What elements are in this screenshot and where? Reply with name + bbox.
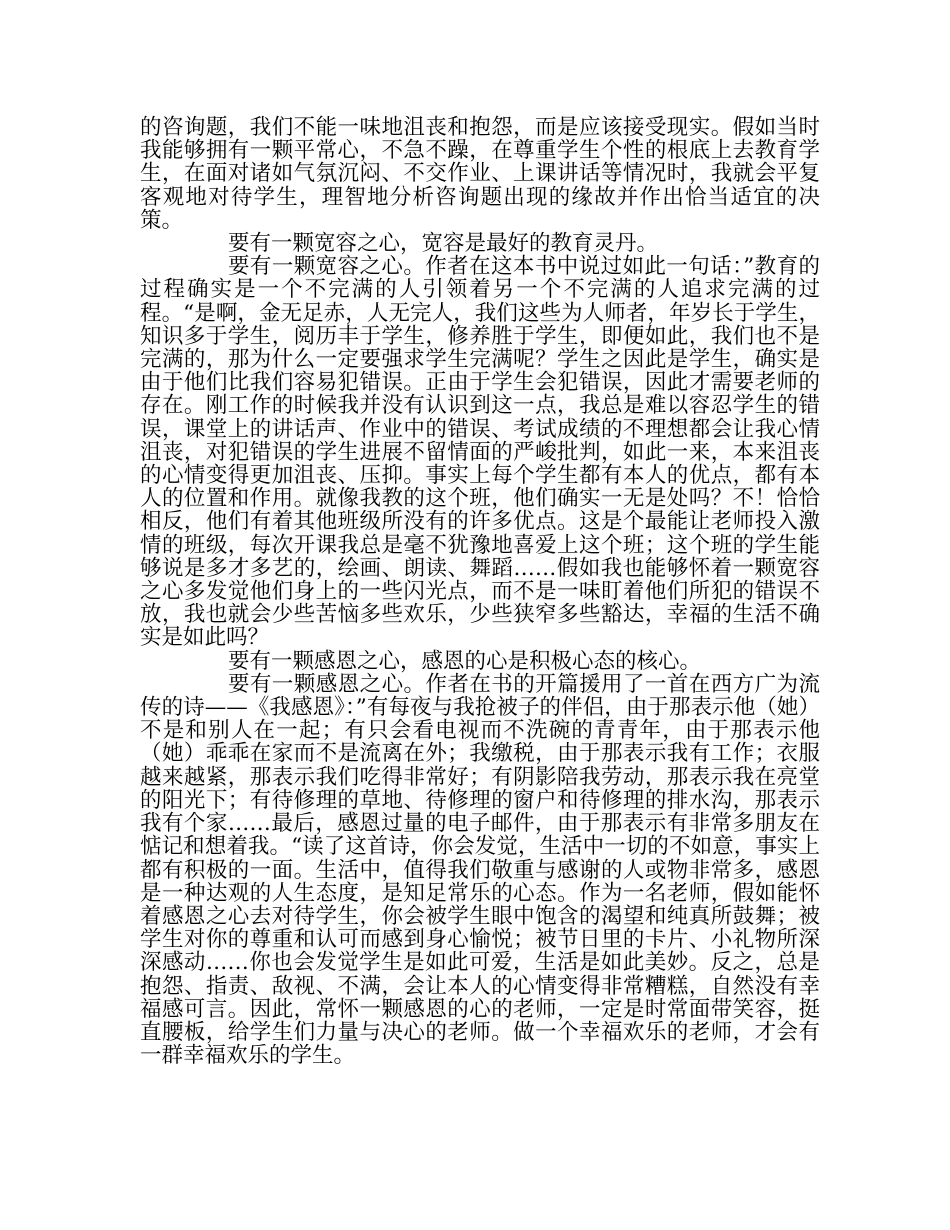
- paragraph-gratitude: 要有一颗感恩之心。作者在书的开篇援用了一首在西方广为流传的诗——《我感恩》：”有每夜与我抢被子的伴侣，由于那表示他（她）不是和别人在一起；有只会看电视而不洗碗的青青年，由于那表示他（她）乖乖在家而不是流离在外；我缴税，由于那表示我有工作；衣服越来越紧，那表示我们吃得非常好；有阴影陪我劳动，那表示我在亮堂的阳光下；有待修理的草地、待修理的窗户和待修理的排水沟，那表示我有个家……最后，感恩过量的电子邮件，由于那表示有非常多朋友在惦记和想着我。“读了这首诗，你会发觉，生活中一切的不如意，事实上都有积极的一面。生活中，值得我们敬重与感谢的人或物非常多，感恩是一种达观的人生态度，是知足常乐的心态。作为一名老师，假如能怀着感恩之心去对待学生，你会被学生眼中饱含的渴望和纯真所鼓舞；被学生对你的尊重和认可而感到身心愉悦；被节日里的卡片、小礼物所深深感动……你也会发觉学生是如此可爱，生活是如此美妙。反之，总是抱怨、指责、敌视、不满，会让本人的心情变得非常糟糕，自然没有幸福感可言。因此，常怀一颗感恩的心的老师，一定是时常面带笑容，挺直腰板，给学生们力量与决心的老师。做一个幸福欢乐的老师，才会有一群幸福欢乐的学生。: [140, 671, 820, 1069]
- heading-tolerance: 要有一颗宽容之心，宽容是最好的教育灵丹。: [228, 231, 659, 257]
- paragraph-1: 的咨询题，我们不能一味地沮丧和抱怨，而是应该接受现实。假如当时我能够拥有一颗平常心，不急不躁，在尊重学生个性的根底上去教育学生，在面对诸如气氛沉闷、不交作业、上课讲话等情况时，我就会平复客观地对待学生，理智地分析咨询题出现的缘故并作出恰当适宜的决策。: [140, 115, 820, 233]
- document-body: [140, 116, 820, 1067]
- heading-gratitude: 要有一颗感恩之心，感恩的心是积极心态的核心。: [228, 648, 702, 674]
- paragraph-tolerance: 要有一颗宽容之心。作者在这本书中说过如此一句话：”教育的过程确实是一个不完满的人引领着另一个不完满的人追求完满的过程。“是啊，金无足赤，人无完人，我们这些为人师者，年岁长于学生，知识多于学生，阅历丰于学生，修养胜于学生，即便如此，我们也不是完满的，那为什么一定要强求学生完满呢？学生之因此是学生，确实是由于他们比我们容易犯错误。正由于学生会犯错误，因此才需要老师的存在。刚工作的时候我并没有认识到这一点，我总是难以容忍学生的错误，课堂上的讲话声、作业中的错误、考试成绩的不理想都会让我心情沮丧，对犯错误的学生进展不留情面的严峻批判，如此一来，本来沮丧的心情变得更加沮丧、压抑。事实上每个学生都有本人的优点，都有本人的位置和作用。就像我教的这个班，他们确实一无是处吗？不！恰恰相反，他们有着其他班级所没有的许多优点。这是个最能让老师投入激情的班级，每次开课我总是毫不犹豫地喜爱上这个班；这个班的学生能够说是多才多艺的，绘画、朗读、舞蹈……假如我也能够怀着一颗宽容之心多发觉他们身上的一些闪光点，而不是一味盯着他们所犯的错误不放，我也就会少些苦恼多些欢乐，少些狭窄多些豁达，幸福的生活不确实是如此吗？: [140, 254, 820, 651]
